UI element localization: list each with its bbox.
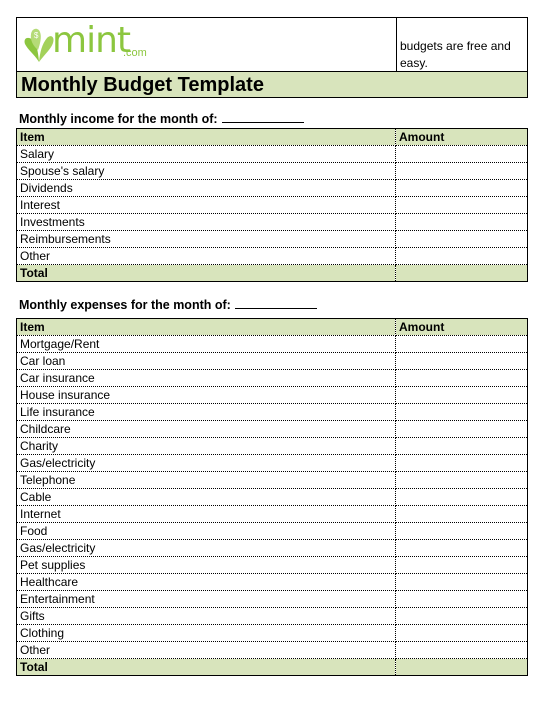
leaf-icon: [22, 24, 56, 64]
expenses-total-row-item: Total: [17, 659, 396, 676]
expenses-row: [17, 608, 528, 625]
expenses-row-amount[interactable]: [396, 472, 528, 489]
expenses-row-amount[interactable]: [396, 370, 528, 387]
logo-suffix: .com: [123, 47, 147, 59]
expenses-row-item: Life insurance: [17, 404, 396, 421]
expenses-row: [17, 472, 528, 489]
expenses-row: [17, 642, 528, 659]
expenses-row: [17, 438, 528, 455]
income-month-blank[interactable]: [222, 112, 304, 123]
expenses-row: [17, 370, 528, 387]
income-row: [17, 146, 528, 163]
expenses-header-row: [17, 319, 528, 336]
income-row: [17, 214, 528, 231]
expenses-row-amount[interactable]: [396, 421, 528, 438]
expenses-row-amount[interactable]: [396, 336, 528, 353]
expenses-row-item: Other: [17, 642, 396, 659]
expenses-row: [17, 557, 528, 574]
income-row: [17, 180, 528, 197]
header-box: [16, 17, 528, 98]
expenses-row-amount[interactable]: [396, 489, 528, 506]
expenses-row-item: Charity: [17, 438, 396, 455]
expenses-row-item: Clothing: [17, 625, 396, 642]
expenses-row: [17, 336, 528, 353]
expenses-row-amount[interactable]: [396, 642, 528, 659]
income-header-row-item: Item: [17, 129, 396, 146]
expenses-row: [17, 455, 528, 472]
expenses-row-item: Food: [17, 523, 396, 540]
income-row-amount[interactable]: [396, 163, 528, 180]
expenses-row: [17, 404, 528, 421]
income-row-amount[interactable]: [396, 231, 528, 248]
expenses-row-item: Car insurance: [17, 370, 396, 387]
expenses-row-item: Entertainment: [17, 591, 396, 608]
expenses-row-amount[interactable]: [396, 608, 528, 625]
expenses-row-item: Healthcare: [17, 574, 396, 591]
income-total-row: [17, 265, 528, 282]
expenses-row-amount[interactable]: [396, 438, 528, 455]
expenses-row-item: Mortgage/Rent: [17, 336, 396, 353]
expenses-row: [17, 523, 528, 540]
expenses-row-amount[interactable]: [396, 574, 528, 591]
income-header-row: [17, 129, 528, 146]
expenses-header-row-amount: Amount: [396, 319, 528, 336]
svg-text:$: $: [34, 31, 39, 40]
expenses-row-item: Car loan: [17, 353, 396, 370]
expenses-row-amount[interactable]: [396, 506, 528, 523]
income-row-amount[interactable]: [396, 180, 528, 197]
expenses-row: [17, 574, 528, 591]
expenses-row-amount[interactable]: [396, 455, 528, 472]
expenses-row-amount[interactable]: [396, 404, 528, 421]
expenses-row-amount[interactable]: [396, 591, 528, 608]
income-table: [16, 128, 528, 282]
expenses-row: [17, 421, 528, 438]
expenses-row: [17, 387, 528, 404]
expenses-row-item: Gifts: [17, 608, 396, 625]
income-header-row-amount: Amount: [396, 129, 528, 146]
mint-logo: [22, 20, 182, 68]
expenses-row-amount[interactable]: [396, 387, 528, 404]
expenses-row-item: Pet supplies: [17, 557, 396, 574]
income-total-row-item: Total: [17, 265, 396, 282]
income-row-item: Spouse's salary: [17, 163, 396, 180]
income-row-item: Reimbursements: [17, 231, 396, 248]
title-row: [17, 71, 527, 97]
income-row-item: Other: [17, 248, 396, 265]
income-row: [17, 248, 528, 265]
expenses-row: [17, 489, 528, 506]
expenses-row-amount[interactable]: [396, 353, 528, 370]
income-heading: [19, 112, 304, 126]
expenses-row-item: Gas/electricity: [17, 455, 396, 472]
expenses-row-item: Gas/electricity: [17, 540, 396, 557]
expenses-row: [17, 353, 528, 370]
expenses-row-amount[interactable]: [396, 557, 528, 574]
expenses-row-item: Childcare: [17, 421, 396, 438]
logo-wordmark: mint: [52, 20, 131, 61]
expenses-heading-text: Monthly expenses for the month of:: [19, 298, 231, 312]
page-title: Monthly Budget Template: [21, 74, 264, 96]
income-heading-text: Monthly income for the month of:: [19, 112, 218, 126]
expenses-row: [17, 591, 528, 608]
income-row: [17, 197, 528, 214]
expenses-heading: [19, 298, 317, 312]
expenses-row-amount[interactable]: [396, 625, 528, 642]
income-row-item: Interest: [17, 197, 396, 214]
income-row: [17, 163, 528, 180]
income-row-amount[interactable]: [396, 214, 528, 231]
income-row-amount[interactable]: [396, 146, 528, 163]
expenses-total-row-amount[interactable]: [396, 659, 528, 676]
logo-cell: [17, 18, 396, 71]
income-row-item: Salary: [17, 146, 396, 163]
income-row-amount[interactable]: [396, 197, 528, 214]
tagline: budgets are free and easy.: [396, 18, 527, 71]
income-row-item: Investments: [17, 214, 396, 231]
expenses-row-amount[interactable]: [396, 540, 528, 557]
expenses-table: [16, 318, 528, 676]
income-row-item: Dividends: [17, 180, 396, 197]
expenses-row-item: House insurance: [17, 387, 396, 404]
expenses-month-blank[interactable]: [235, 298, 317, 309]
expenses-header-row-item: Item: [17, 319, 396, 336]
expenses-row-item: Telephone: [17, 472, 396, 489]
expenses-row: [17, 540, 528, 557]
expenses-row: [17, 506, 528, 523]
expenses-row: [17, 625, 528, 642]
expenses-row-amount[interactable]: [396, 523, 528, 540]
expenses-row-item: Cable: [17, 489, 396, 506]
income-total-row-amount[interactable]: [396, 265, 528, 282]
income-row-amount[interactable]: [396, 248, 528, 265]
expenses-row-item: Internet: [17, 506, 396, 523]
expenses-total-row: [17, 659, 528, 676]
income-row: [17, 231, 528, 248]
